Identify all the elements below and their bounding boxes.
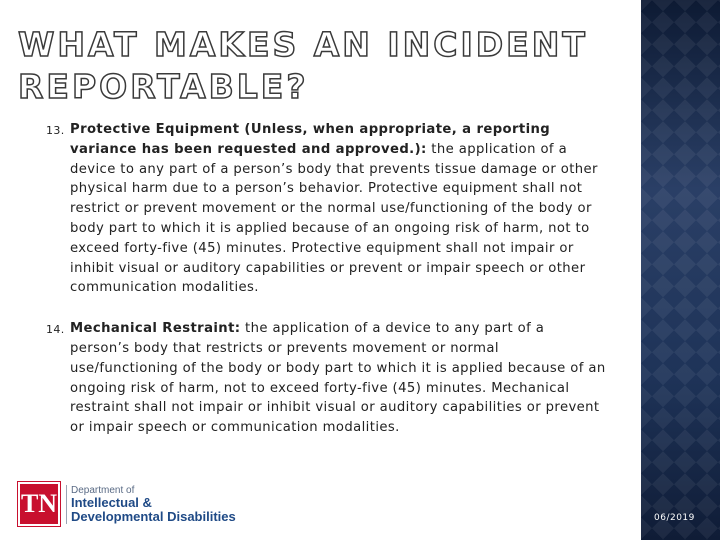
item-definition: the application of a device to any part of a person’s body that prevents tissue damage or other physical harm due to a person’s behavior. Protective equipment shall not restrict or prevent movement or the normal use/functioning of the body or body part to which it is applied because of an ongoing risk of harm, not to exceed forty-five (45) minutes. Protective equipment shall not impair or inhibit visual or auditory capabilities or prevent or impair speech or other communication modalities. (70, 141, 598, 296)
item-number: 14. (46, 323, 65, 337)
tn-logo-mark: TN (18, 482, 60, 526)
slide-title (18, 24, 618, 108)
item-term: Protective Equipment (Unless, when appropriate, a reporting variance has been requested and approved.): (70, 122, 551, 157)
footer-date: 06/2019 (654, 513, 695, 523)
item-number: 13. (46, 124, 65, 137)
department-line2: Intellectual & (71, 494, 152, 510)
slide-title-line1: WHAT MAKES AN INCIDENT (18, 25, 588, 64)
list-item (46, 319, 606, 438)
department-name (66, 485, 236, 524)
definition-list (46, 120, 606, 438)
department-line3: Developmental Disabilities (71, 508, 236, 524)
item-text (70, 319, 606, 438)
slide-title-line2: REPORTABLE? (18, 67, 309, 106)
item-text (70, 120, 606, 298)
list-item (46, 120, 606, 298)
decorative-sidebar (641, 0, 720, 540)
item-term: Mechanical Restraint: (70, 321, 241, 337)
tn-didd-logo (18, 478, 236, 530)
item-definition: the application of a device to any part of a person’s body that restricts or prevents movement or normal use/functioning of the body or body part to which it is applied because of an ongoing risk of harm, not to exceed forty-five (45) minutes. Mechanical restraint shall not impair or inhibit visual or auditory capabilities or prevent or impair speech or communication modalities. (70, 321, 606, 436)
department-line1: Department of (71, 484, 135, 496)
